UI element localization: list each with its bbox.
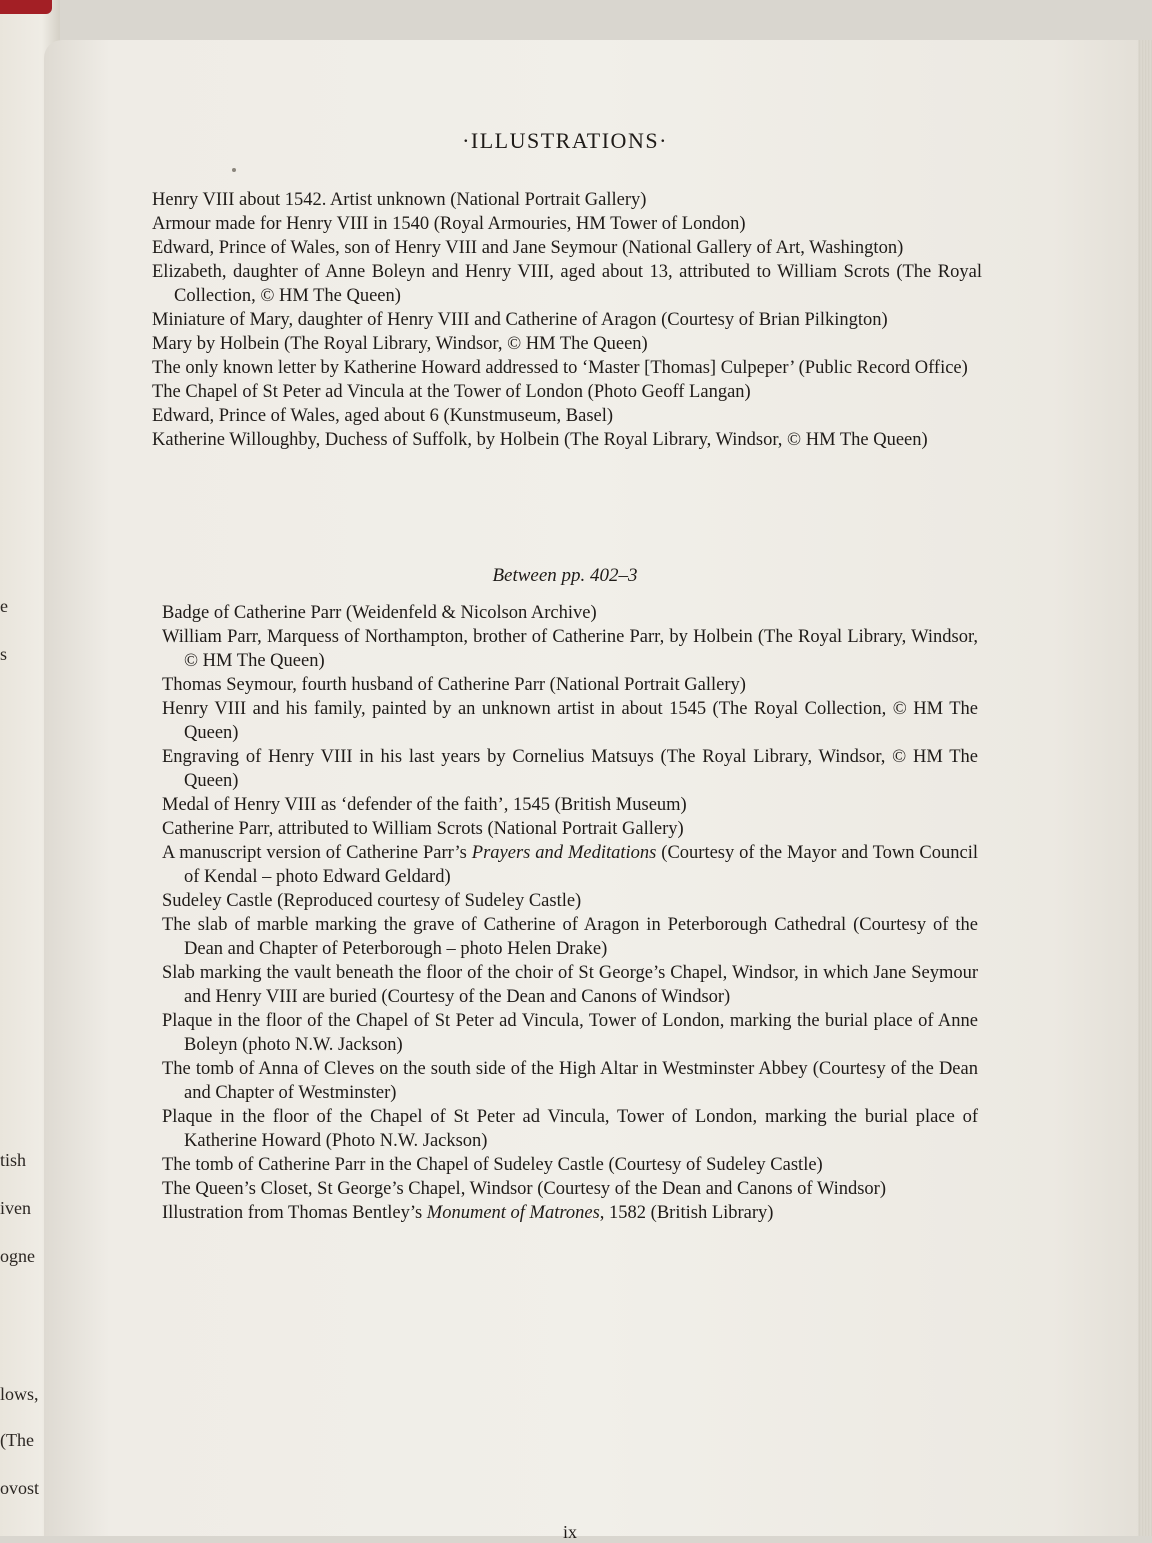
- page-title: ·ILLUSTRATIONS·: [462, 128, 668, 153]
- margin-fragment: s: [0, 644, 8, 664]
- illustration-entry: [162, 1177, 978, 1201]
- entry-text: The Queen’s Closet, St George’s Chapel, Windsor (Courtesy of the Dean and Canons of Windsor): [162, 1179, 887, 1199]
- illustrations-list-2: [162, 601, 978, 1225]
- entry-text: Plaque in the floor of the Chapel of St Peter ad Vincula, Tower of London, marking the burial place of Anne Boleyn (photo N.W. Jackson): [162, 1011, 978, 1055]
- margin-fragment: tish: [0, 1150, 27, 1170]
- entry-text: The tomb of Anna of Cleves on the south side of the High Altar in Westminster Abbey (Courtesy of the Dean and Chapter of Westminster): [162, 1059, 978, 1103]
- illustration-entry: [162, 793, 978, 817]
- illustration-entry: [162, 841, 978, 889]
- illustration-entry: [162, 889, 978, 913]
- entry-text: Thomas Seymour, fourth husband of Catherine Parr (National Portrait Gallery): [162, 675, 746, 695]
- entry-italic-title: Prayers and Meditations: [471, 843, 657, 863]
- illustration-entry: [162, 913, 978, 961]
- illustration-entry: [162, 1153, 978, 1177]
- entry-text: Medal of Henry VIII as ‘defender of the faith’, 1545 (British Museum): [162, 795, 687, 815]
- illustration-entry: [162, 697, 978, 745]
- entry-text: A manuscript version of Catherine Parr’s: [162, 843, 472, 863]
- illustration-entry: [162, 1201, 978, 1225]
- margin-fragment: iven: [0, 1198, 31, 1218]
- entry-italic-title: Monument of Matrones: [426, 1203, 600, 1223]
- entry-text: Catherine Parr, attributed to William Scrots (National Portrait Gallery): [162, 819, 684, 839]
- margin-fragment: lows,: [0, 1384, 39, 1404]
- entry-text: The slab of marble marking the grave of Catherine of Aragon in Peterborough Cathedral (Courtesy of the Dean and Chapter of Peterborough – photo Helen Drake): [162, 915, 978, 959]
- margin-fragment: e: [0, 596, 8, 616]
- illustration-entry: [162, 1057, 978, 1105]
- entry-text: (Courtesy of the Mayor and Town Council of Kendal – photo Edward Geldard): [184, 843, 979, 887]
- entry-text: Henry VIII and his family, painted by an unknown artist in about 1545 (The Royal Collection, © HM The Queen): [162, 699, 978, 743]
- entry-text: Badge of Catherine Parr (Weidenfeld & Nicolson Archive): [162, 603, 597, 623]
- illustration-entry: [162, 1009, 978, 1057]
- entry-text: Slab marking the vault beneath the floor of the choir of St George’s Chapel, Windsor, in which Jane Seymour and Henry VIII are buried (Courtesy of the Dean and Canons of Windsor): [162, 963, 978, 1007]
- illustration-entry: The only known letter by Katherine Howard addressed to ‘Master [Thomas] Culpeper’ (Public Record Office): [152, 358, 968, 378]
- illustration-entry: [162, 961, 978, 1009]
- illustration-entry: Miniature of Mary, daughter of Henry VIII and Catherine of Aragon (Courtesy of Brian Pilkington): [152, 310, 888, 330]
- illustration-entry: Mary by Holbein (The Royal Library, Windsor, © HM The Queen): [152, 334, 648, 354]
- illustration-entry: The Chapel of St Peter ad Vincula at the Tower of London (Photo Geoff Langan): [152, 382, 751, 402]
- illustration-entry: Edward, Prince of Wales, son of Henry VIII and Jane Seymour (National Gallery of Art, Washington): [152, 238, 904, 258]
- page-number: ix: [562, 1522, 577, 1542]
- illustration-entry: [162, 745, 978, 793]
- entry-text: Plaque in the floor of the Chapel of St Peter ad Vincula, Tower of London, marking the burial place of Katherine Howard (Photo N.W. Jackson): [162, 1107, 978, 1151]
- margin-fragment: (The: [0, 1430, 34, 1450]
- illustration-entry: [162, 673, 978, 697]
- entry-text: William Parr, Marquess of Northampton, brother of Catherine Parr, by Holbein (The Royal Library, Windsor, © HM The Queen): [162, 627, 978, 671]
- section-heading: Between pp. 402–3: [492, 565, 638, 586]
- illustration-entry: [162, 601, 978, 625]
- red-cover-edge: [0, 0, 52, 14]
- margin-fragment: ogne: [0, 1246, 35, 1266]
- entry-text: Engraving of Henry VIII in his last years by Cornelius Matsuys (The Royal Library, Windsor, © HM The Queen): [162, 747, 978, 791]
- illustration-entry: [162, 1105, 978, 1153]
- entry-text: The tomb of Catherine Parr in the Chapel of Sudeley Castle (Courtesy of Sudeley Castle): [162, 1155, 823, 1175]
- illustration-entry: [162, 625, 978, 673]
- ink-speck: [232, 168, 236, 172]
- illustration-entry: Katherine Willoughby, Duchess of Suffolk, by Holbein (The Royal Library, Windsor, © HM The Queen): [152, 430, 928, 450]
- illustration-entry: [162, 817, 978, 841]
- illustration-entry: Armour made for Henry VIII in 1540 (Royal Armouries, HM Tower of London): [152, 214, 746, 234]
- illustration-entry: Henry VIII about 1542. Artist unknown (National Portrait Gallery): [152, 190, 647, 210]
- entry-text: , 1582 (British Library): [599, 1203, 774, 1223]
- illustrations-list-1: [152, 188, 982, 452]
- entry-text: Illustration from Thomas Bentley’s: [162, 1203, 427, 1223]
- margin-fragment: ovost: [0, 1478, 40, 1498]
- illustration-entry: Edward, Prince of Wales, aged about 6 (Kunstmuseum, Basel): [152, 406, 614, 426]
- page-stack-edges: [1138, 40, 1152, 1536]
- illustration-entry: Elizabeth, daughter of Anne Boleyn and Henry VIII, aged about 13, attributed to William Scrots (The Royal Collection, © HM The Queen): [152, 262, 982, 306]
- entry-text: Sudeley Castle (Reproduced courtesy of Sudeley Castle): [162, 891, 582, 911]
